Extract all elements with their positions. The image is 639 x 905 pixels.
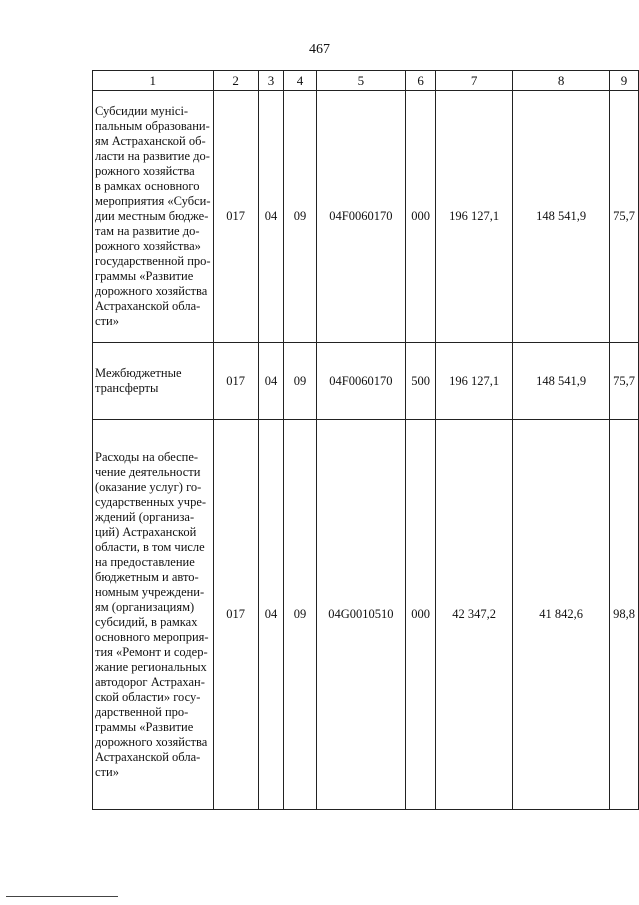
description-line: жание региональных: [95, 659, 207, 674]
description-line: дорожного хозяйства: [95, 734, 208, 749]
cell-planned-amount: 196 127,1: [436, 343, 513, 420]
description-line: на предоставление: [95, 554, 195, 569]
cell-section: 04: [258, 91, 284, 343]
description-line: Астраханской обла-: [95, 299, 201, 313]
cell-target-article: 04F0060170: [316, 343, 405, 420]
description-line: ций) Астраханской: [95, 524, 197, 539]
description-line: ласти на развитие до-: [95, 149, 210, 163]
cell-ministry-code: 017: [213, 343, 258, 420]
table-header-row: [93, 71, 639, 91]
cell-subsection: 09: [284, 343, 316, 420]
cell-target-article: 04F0060170: [316, 91, 405, 343]
cell-section: 04: [258, 343, 284, 420]
cell-expense-type: 000: [406, 420, 436, 810]
column-header: 1: [93, 71, 214, 91]
description-line: сударственных учре-: [95, 494, 207, 509]
cell-percent: 75,7: [610, 343, 639, 420]
cell-planned-amount: 196 127,1: [436, 91, 513, 343]
row-description: [93, 343, 214, 420]
description-line: граммы «Развитие: [95, 719, 194, 734]
description-line: там на развитие до-: [95, 224, 200, 238]
page-number: 467: [309, 42, 330, 57]
cell-executed-amount: 148 541,9: [513, 91, 610, 343]
description-line: субсидий, в рамках: [95, 614, 198, 629]
table-row: [93, 343, 639, 420]
description-line: в рамках основного: [95, 179, 200, 193]
cell-expense-type: 500: [406, 343, 436, 420]
cell-subsection: 09: [284, 91, 316, 343]
description-line: Межбюджетные: [95, 366, 182, 380]
description-line: трансферты: [95, 381, 159, 395]
column-header: 4: [284, 71, 316, 91]
description-line: ской области» госу-: [95, 689, 201, 704]
description-line: дии местным бюдже-: [95, 209, 209, 223]
cell-expense-type: 000: [406, 91, 436, 343]
description-line: рожного хозяйства: [95, 164, 195, 178]
cell-planned-amount: 42 347,2: [436, 420, 513, 810]
column-header: 5: [316, 71, 405, 91]
column-header: 2: [213, 71, 258, 91]
description-line: сти»: [95, 764, 119, 779]
budget-table: [92, 70, 639, 810]
description-line: государственной про-: [95, 254, 211, 268]
description-line: пальным образовани-: [95, 119, 210, 133]
cell-ministry-code: 017: [213, 91, 258, 343]
description-line: дорожного хозяйства: [95, 284, 208, 298]
cell-ministry-code: 017: [213, 420, 258, 810]
cell-percent: 98,8: [610, 420, 639, 810]
description-line: чение деятельности: [95, 464, 201, 479]
column-header: 7: [436, 71, 513, 91]
description-line: ям (организациям): [95, 599, 195, 614]
description-line: рожного хозяйства»: [95, 239, 201, 253]
description-line: (оказание услуг) го-: [95, 479, 202, 494]
column-header: 8: [513, 71, 610, 91]
table-row: [93, 420, 639, 810]
row-description: [93, 91, 214, 343]
description-line: бюджетным и авто-: [95, 569, 199, 584]
cell-executed-amount: 41 842,6: [513, 420, 610, 810]
description-line: дарственной про-: [95, 704, 189, 719]
column-header: 9: [610, 71, 639, 91]
description-line: ям Астраханской об-: [95, 134, 206, 148]
description-line: тия «Ремонт и содер-: [95, 644, 208, 659]
description-line: Астраханской обла-: [95, 749, 201, 764]
cell-section: 04: [258, 420, 284, 810]
row-description: [93, 420, 214, 810]
description-line: области, в том числе: [95, 539, 205, 554]
description-line: мероприятия «Субси-: [95, 194, 211, 208]
description-line: граммы «Развитие: [95, 269, 194, 283]
description-line: Расходы на обеспе-: [95, 449, 199, 464]
description-line: сти»: [95, 314, 119, 328]
cell-executed-amount: 148 541,9: [513, 343, 610, 420]
cell-percent: 75,7: [610, 91, 639, 343]
description-line: основного мероприя-: [95, 629, 209, 644]
column-header: 6: [406, 71, 436, 91]
description-line: автодорог Астрахан-: [95, 674, 205, 689]
description-line: Субсидии мунici-: [95, 104, 189, 118]
cell-target-article: 04G0010510: [316, 420, 405, 810]
table-row: [93, 91, 639, 343]
description-line: ждений (организа-: [95, 509, 195, 524]
description-line: номным учреждени-: [95, 584, 205, 599]
column-header: 3: [258, 71, 284, 91]
footnote-separator: [6, 896, 118, 897]
cell-subsection: 09: [284, 420, 316, 810]
